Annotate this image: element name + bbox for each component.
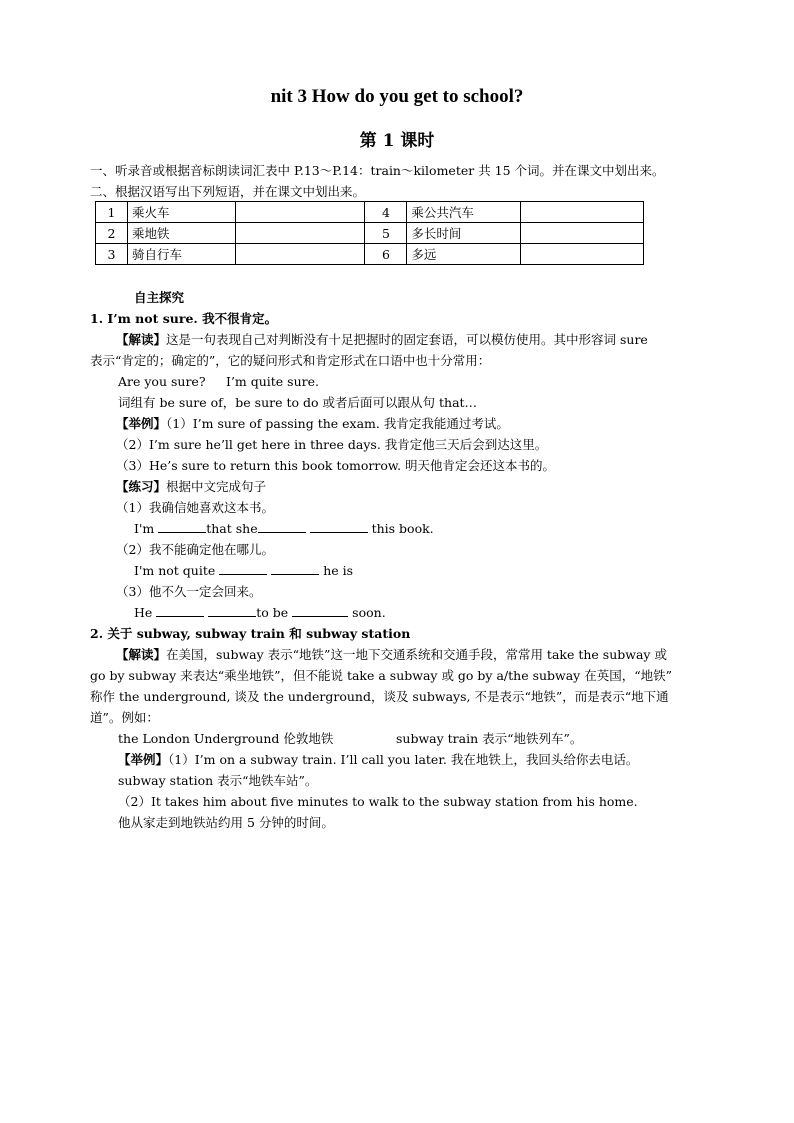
practice2-cn: （2）我不能确定他在哪儿。 — [116, 542, 274, 557]
practice-tag: 【练习】 — [116, 479, 167, 494]
answer-cell[interactable] — [521, 202, 644, 223]
item2-example-subway-train: subway train 表示“地铁列车”。 — [396, 731, 583, 746]
row-number: 6 — [365, 244, 407, 265]
practice1-sentence: I'm that she this book. — [134, 521, 434, 536]
row-number: 1 — [96, 202, 128, 223]
answer-blank[interactable] — [158, 520, 206, 533]
practice3-sentence: He to be soon. — [134, 605, 386, 620]
item1-explain-line2: 表示“肯定的；确定的”，它的疑问形式和肯定形式在口语中也十分常用： — [90, 353, 491, 368]
page-title: nit 3 How do you get to school? — [270, 86, 524, 107]
item1-example-answer: I’m quite sure. — [226, 374, 319, 389]
table-row — [96, 223, 644, 244]
answer-cell[interactable] — [521, 223, 644, 244]
phrase-cn: 骑自行车 — [127, 244, 235, 265]
example-tag: 【举例】 — [116, 416, 167, 431]
phrase-cn: 乘公共汽车 — [407, 202, 521, 223]
item1-explain-line1 — [116, 331, 648, 348]
answer-blank[interactable] — [258, 520, 306, 533]
example-text: （1）I’m sure of passing the exam. 我肯定我能通过考试。 — [166, 416, 509, 431]
row-number: 5 — [365, 223, 407, 244]
explain-text: 在美国，subway 表示“地铁”这一地下交通系统和交通手段，常常用 take the subway 或 — [166, 647, 667, 662]
answer-cell[interactable] — [235, 244, 365, 265]
answer-cell[interactable] — [521, 244, 644, 265]
practice3-cn: （3）他不久一定会回来。 — [116, 584, 262, 599]
item2-explain-line4: 道”。例如： — [90, 710, 159, 725]
item1-example-line3: （3）He’s sure to return this book tomorrow. 明天他肯定会还这本书的。 — [116, 458, 556, 473]
phrase-cn: 多长时间 — [407, 223, 521, 244]
item2-station: subway station 表示“地铁车站”。 — [118, 773, 318, 788]
practice-title: 根据中文完成句子 — [166, 479, 267, 494]
practice2-sentence: I'm not quite he is — [134, 563, 354, 578]
table-row — [96, 202, 644, 223]
item1-example-question: Are you sure? — [118, 374, 206, 389]
answer-cell[interactable] — [235, 223, 365, 244]
instruction-two: 二、根据汉语写出下列短语，并在课文中划出来。 — [90, 184, 366, 199]
item1-title: 1. I’m not sure. 我不很肯定。 — [90, 311, 278, 326]
answer-blank[interactable] — [292, 604, 348, 617]
item1-example-line2: （2）I’m sure he’ll get here in three days. 我肯定他三天后会到达这里。 — [116, 437, 548, 452]
item1-phrase: 词组有 be sure of，be sure to do 或者后面可以跟从句 that… — [118, 395, 478, 410]
item2-example-line1 — [118, 751, 638, 768]
instruction-one: 一、听录音或根据音标朗读词汇表中 P.13～P.14：train～kilometer 共 15 个词。并在课文中划出来。 — [90, 163, 665, 178]
practice1-cn: （1）我确信她喜欢这本书。 — [116, 500, 274, 515]
row-number: 4 — [365, 202, 407, 223]
item2-example-line2: （2）It takes him about five minutes to walk to the subway station from his home. — [118, 794, 638, 809]
example-tag: 【举例】 — [118, 752, 169, 767]
row-number: 2 — [96, 223, 128, 244]
answer-cell[interactable] — [235, 202, 365, 223]
phrase-cn: 乘地铁 — [127, 223, 235, 244]
explain-text: 这是一句表现自己对判断没有十足把握时的固定套语，可以模仿使用。其中形容词 sure — [166, 332, 648, 347]
example-text: （1）I’m on a subway train. I’ll call you later. 我在地铁上，我回头给你去电话。 — [168, 752, 639, 767]
item2-example-london: the London Underground 伦敦地铁 — [118, 731, 334, 746]
lesson-title: 第 1 课时 — [359, 131, 435, 151]
item2-explain-line3: 称作 the underground, 谈及 the underground，谈及 subways, 不是表示“地铁”，而是表示“地下通 — [90, 689, 669, 704]
answer-blank[interactable] — [310, 520, 368, 533]
phrase-cn: 乘火车 — [127, 202, 235, 223]
item2-explain-line2: go by subway 来表达“乘坐地铁”，但不能说 take a subway 或 go by a/the subway 在英国，“地铁” — [90, 668, 673, 683]
answer-blank[interactable] — [219, 562, 267, 575]
phrase-cn: 多远 — [407, 244, 521, 265]
answer-blank[interactable] — [271, 562, 319, 575]
answer-blank[interactable] — [156, 604, 204, 617]
table-row — [96, 244, 644, 265]
vocab-table — [95, 201, 644, 265]
item2-example-line2-cn: 他从家走到地铁站约用 5 分钟的时间。 — [118, 815, 334, 830]
item1-example-line1 — [116, 415, 509, 432]
section-heading: 自主探究 — [134, 290, 185, 305]
item2-explain-line1 — [116, 646, 667, 663]
practice-heading — [116, 478, 266, 495]
explain-tag: 【解读】 — [116, 332, 167, 347]
explain-tag: 【解读】 — [116, 647, 167, 662]
item2-title: 2. 关于 subway, subway train 和 subway station — [90, 626, 411, 641]
row-number: 3 — [96, 244, 128, 265]
answer-blank[interactable] — [208, 604, 256, 617]
